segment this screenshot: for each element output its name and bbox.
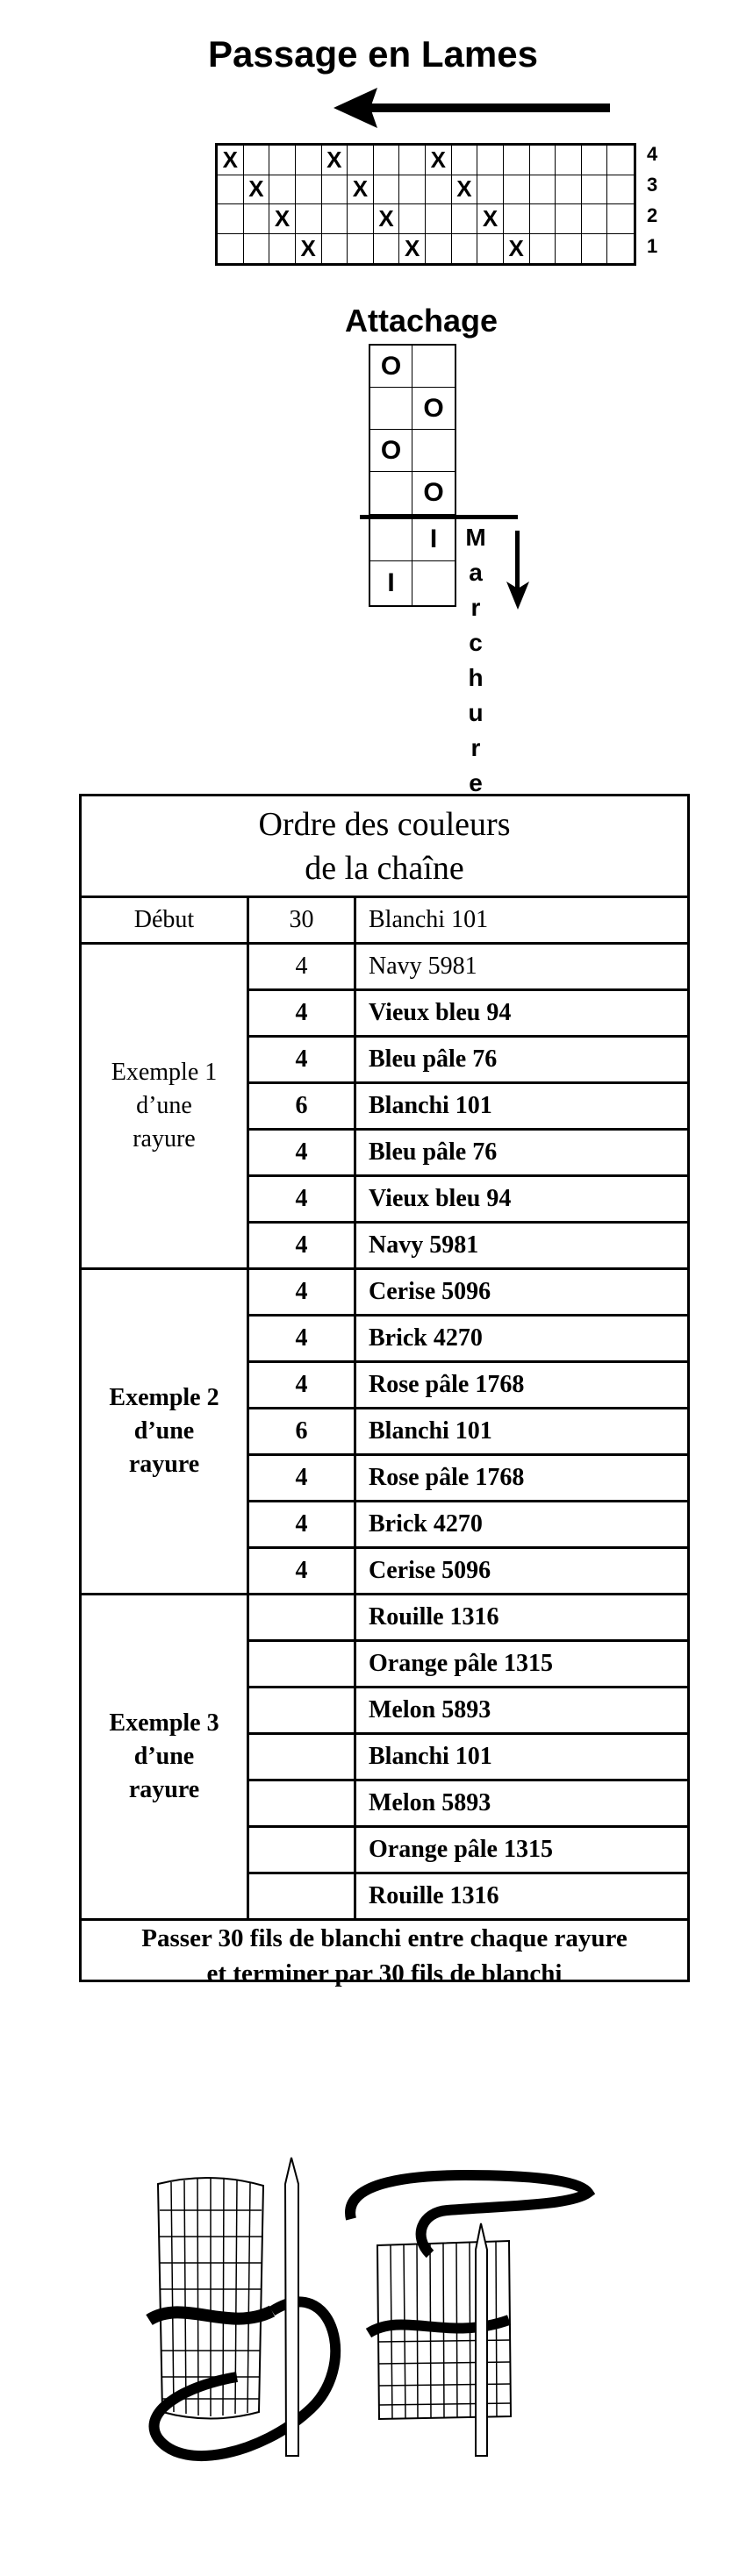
threading-cell	[399, 175, 426, 205]
threading-cell	[477, 146, 504, 175]
start-label: Début	[82, 898, 249, 945]
threading-cell	[607, 146, 634, 175]
threading-cell	[296, 204, 322, 234]
treadling-cell: I	[370, 561, 412, 605]
thread-count: 4	[249, 1270, 356, 1317]
color-name: Vieux bleu 94	[356, 991, 687, 1038]
treadling-letter: u	[468, 699, 484, 726]
stripe-group-label	[82, 1595, 249, 1921]
stripe-group-label	[82, 1270, 249, 1595]
thread-count: 4	[249, 1456, 356, 1502]
treadling-cell	[370, 517, 412, 561]
color-name: Bleu pâle 76	[356, 1038, 687, 1084]
treadling-letter: a	[469, 559, 483, 586]
threading-cell: X	[269, 204, 296, 234]
threading-grid	[215, 143, 636, 266]
shaft-number: 4	[647, 143, 658, 165]
threading-cell	[374, 175, 400, 205]
start-color: Blanchi 101	[356, 898, 687, 945]
table-title-line: de la chaîne	[305, 849, 464, 887]
threading-cell	[477, 234, 504, 264]
threading-cell	[269, 175, 296, 205]
color-name: Bleu pâle 76	[356, 1131, 687, 1177]
treadling-letter: r	[470, 594, 481, 621]
thread-count	[249, 1874, 356, 1921]
threading-cell	[582, 234, 608, 264]
group-label-line: Exemple 3	[109, 1709, 219, 1737]
treadling-letter: e	[469, 769, 483, 796]
color-name: Blanchi 101	[356, 1409, 687, 1456]
color-name: Brick 4270	[356, 1317, 687, 1363]
color-name: Orange pâle 1315	[356, 1642, 687, 1688]
threading-cell: X	[452, 175, 478, 205]
threading-cell	[426, 204, 452, 234]
threading-cell: X	[322, 146, 348, 175]
treadling-letter: M	[465, 524, 486, 551]
tieup-grid	[369, 344, 456, 516]
shaft-number: 3	[647, 174, 658, 196]
threading-cell	[556, 204, 582, 234]
threading-cell	[530, 146, 556, 175]
threading-cell	[269, 234, 296, 264]
thread-count	[249, 1735, 356, 1781]
shaft-number: 2	[647, 204, 658, 226]
threading-cell: X	[296, 234, 322, 264]
thread-count: 6	[249, 1409, 356, 1456]
footer-line: et terminer par 30 fils de blanchi	[206, 1959, 563, 1987]
threading-cell: X	[348, 175, 374, 205]
thread-count: 6	[249, 1084, 356, 1131]
threading-cell	[504, 204, 530, 234]
shaft-number: 1	[647, 235, 658, 257]
treadling-letter: c	[469, 629, 483, 656]
threading-cell	[322, 175, 348, 205]
color-name: Rose pâle 1768	[356, 1456, 687, 1502]
thread-count: 4	[249, 1038, 356, 1084]
threading-cell	[374, 234, 400, 264]
threading-cell	[582, 175, 608, 205]
threading-cell	[426, 234, 452, 264]
threading-cell	[504, 146, 530, 175]
threading-cell: X	[504, 234, 530, 264]
threading-cell	[452, 234, 478, 264]
color-name: Melon 5893	[356, 1688, 687, 1735]
group-label-line: Exemple 1	[111, 1059, 218, 1086]
threading-cell	[530, 175, 556, 205]
group-label-line: rayure	[128, 1451, 200, 1478]
threading-cell	[218, 204, 244, 234]
threading-cell	[348, 146, 374, 175]
tieup-cell: O	[370, 346, 412, 388]
thread-count: 4	[249, 1317, 356, 1363]
group-label-line: Exemple 2	[109, 1384, 219, 1411]
group-label-line: d’une	[133, 1417, 195, 1445]
threading-cell	[244, 234, 270, 264]
warp-color-table	[79, 794, 690, 1987]
group-label-line: d’une	[133, 1743, 195, 1770]
threading-cell: X	[218, 146, 244, 175]
threading-cell	[269, 146, 296, 175]
threading-cell	[218, 234, 244, 264]
color-name: Navy 5981	[356, 1224, 687, 1270]
color-name: Navy 5981	[356, 945, 687, 991]
threading-cell	[348, 234, 374, 264]
threading-cell	[296, 175, 322, 205]
tieup-title: Attachage	[344, 303, 499, 339]
hemstitch-illustration	[132, 2123, 623, 2482]
color-name: Cerise 5096	[356, 1270, 687, 1317]
threading-cell	[399, 204, 426, 234]
threading-cell	[582, 146, 608, 175]
color-name: Blanchi 101	[356, 1084, 687, 1131]
tieup-cell	[370, 388, 412, 430]
thread-count	[249, 1781, 356, 1828]
color-name: Brick 4270	[356, 1502, 687, 1549]
treadling-letter: h	[468, 664, 484, 691]
threading-cell	[452, 146, 478, 175]
tieup-cell	[412, 430, 455, 472]
treadling-grid	[369, 517, 456, 607]
threading-cell	[556, 175, 582, 205]
thread-count: 4	[249, 945, 356, 991]
threading-cell	[399, 146, 426, 175]
threading-cell	[607, 175, 634, 205]
threading-cell	[477, 175, 504, 205]
thread-count	[249, 1595, 356, 1642]
tieup-cell: O	[412, 388, 455, 430]
threading-cell	[322, 234, 348, 264]
tieup-cell: O	[370, 430, 412, 472]
threading-cell	[244, 146, 270, 175]
group-label-line: rayure	[128, 1776, 200, 1803]
threading-cell	[556, 146, 582, 175]
threading-cell	[296, 146, 322, 175]
start-count: 30	[249, 898, 356, 945]
threading-cell	[530, 234, 556, 264]
threading-cell: X	[374, 204, 400, 234]
threading-cell	[374, 146, 400, 175]
threading-cell	[530, 204, 556, 234]
thread-count: 4	[249, 1131, 356, 1177]
threading-cell	[582, 204, 608, 234]
threading-cell: X	[477, 204, 504, 234]
table-title-line: Ordre des couleurs	[258, 805, 511, 843]
thread-count	[249, 1828, 356, 1874]
footer-line: Passer 30 fils de blanchi entre chaque rayure	[141, 1924, 628, 1952]
threading-cell	[607, 204, 634, 234]
color-name: Blanchi 101	[356, 1735, 687, 1781]
woven-fabric-right	[350, 2175, 588, 2456]
color-name: Vieux bleu 94	[356, 1177, 687, 1224]
tieup-cell	[370, 472, 412, 514]
threading-cell	[244, 204, 270, 234]
treadling-label	[463, 520, 489, 801]
threading-cell: X	[399, 234, 426, 264]
thread-count: 4	[249, 991, 356, 1038]
threading-cell	[218, 175, 244, 205]
threading-cell	[556, 234, 582, 264]
table-title	[82, 796, 687, 898]
threading-cell: X	[244, 175, 270, 205]
woven-fabric-left	[149, 2158, 335, 2456]
thread-count	[249, 1688, 356, 1735]
threading-cell	[504, 175, 530, 205]
tieup-cell: O	[423, 478, 444, 507]
thread-count: 4	[249, 1177, 356, 1224]
color-name: Melon 5893	[356, 1781, 687, 1828]
thread-count: 4	[249, 1224, 356, 1270]
color-name: Rouille 1316	[356, 1595, 687, 1642]
threading-cell	[322, 204, 348, 234]
group-label-line: d’une	[136, 1092, 192, 1119]
threading-cell	[452, 204, 478, 234]
threading-title: Passage en Lames	[208, 33, 538, 75]
treadling-letter: r	[470, 734, 481, 761]
color-name: Rose pâle 1768	[356, 1363, 687, 1409]
color-name: Cerise 5096	[356, 1549, 687, 1595]
treadling-cell	[412, 561, 455, 605]
threading-cell	[426, 175, 452, 205]
threading-cell	[607, 234, 634, 264]
left-arrow-icon	[334, 88, 610, 132]
down-arrow-icon	[505, 531, 531, 610]
stripe-group-label	[82, 945, 249, 1270]
color-name: Rouille 1316	[356, 1874, 687, 1921]
thread-count: 4	[249, 1502, 356, 1549]
group-label-line: rayure	[133, 1125, 196, 1152]
thread-count: 4	[249, 1363, 356, 1409]
thread-count	[249, 1642, 356, 1688]
threading-cell: X	[426, 146, 452, 175]
thread-count: 4	[249, 1549, 356, 1595]
table-footer	[82, 1921, 687, 1991]
tieup-cell	[412, 346, 455, 388]
threading-cell	[348, 204, 374, 234]
treadling-cell: I	[412, 517, 455, 561]
color-name: Orange pâle 1315	[356, 1828, 687, 1874]
